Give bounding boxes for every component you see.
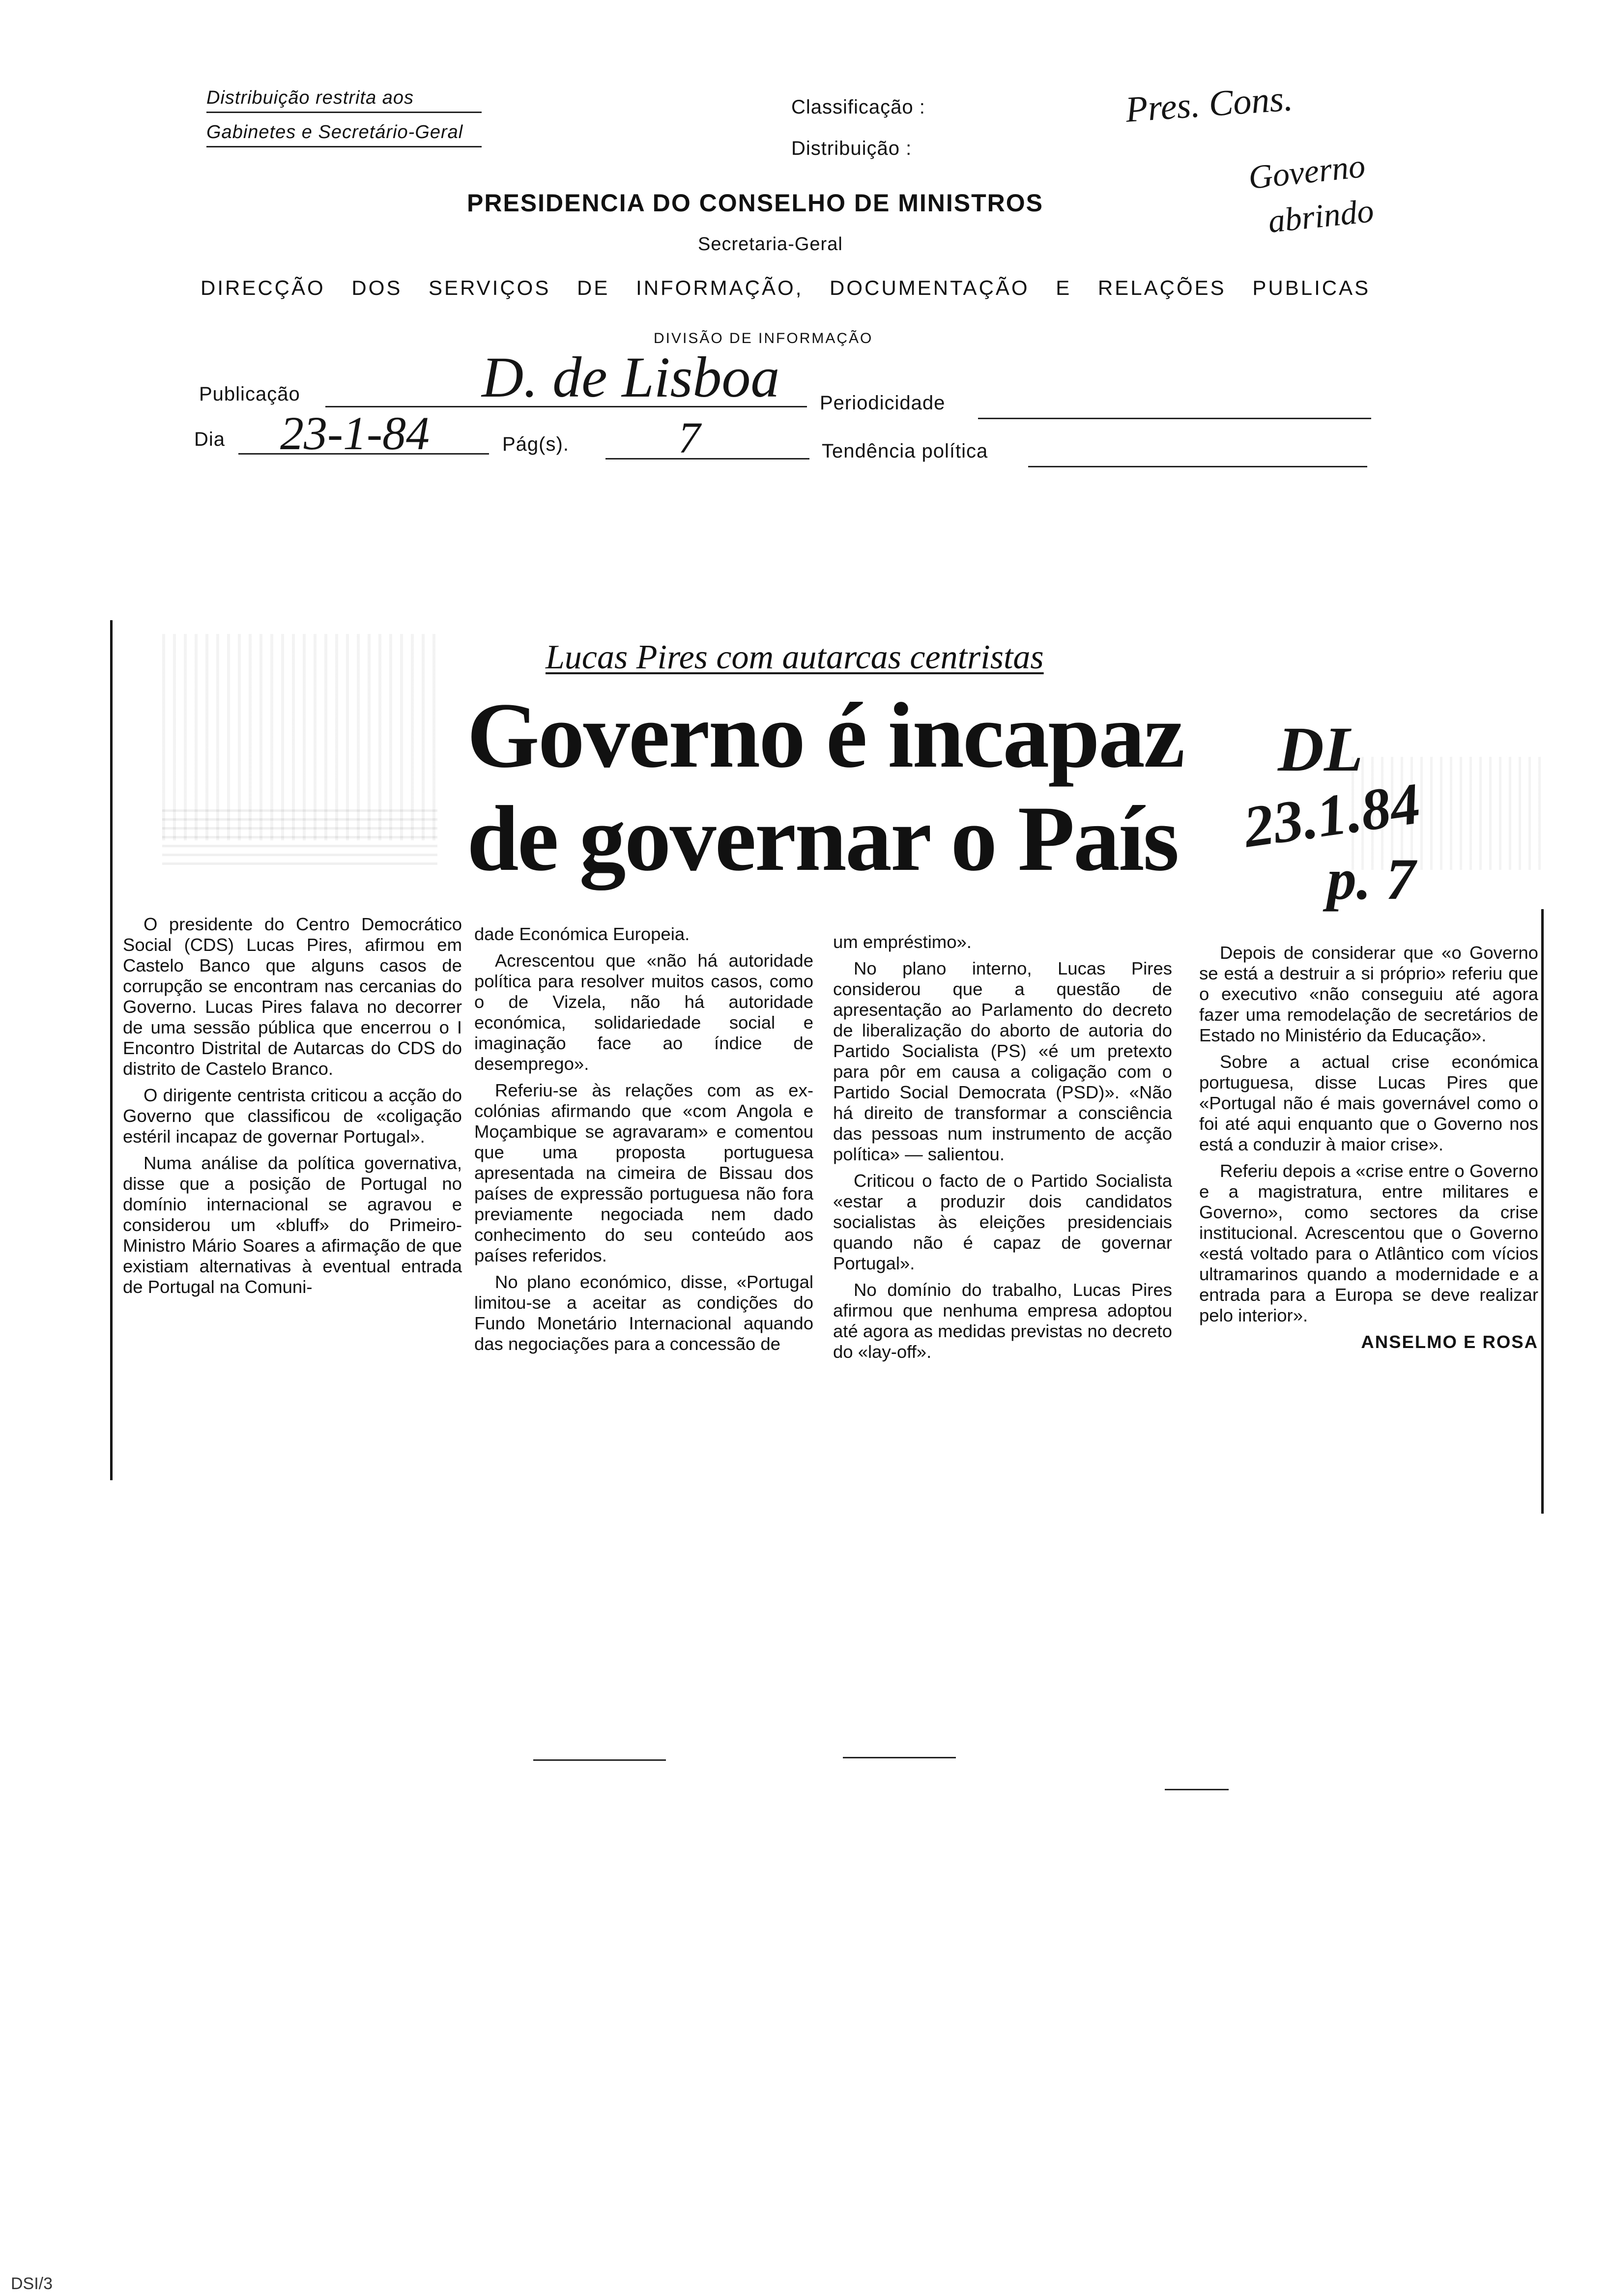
article-byline: ANSELMO E ROSA: [1361, 1332, 1538, 1352]
pages-value: 7: [678, 414, 700, 462]
kicker: Lucas Pires com autarcas centristas: [546, 638, 1044, 676]
publication-label: Publicação: [199, 383, 300, 405]
restricted-line-1: Distribuição restrita aos: [206, 87, 482, 113]
restricted-distribution-note: [206, 87, 482, 147]
stray-rule-3: [1165, 1789, 1229, 1790]
division-label: DIVISÃO DE INFORMAÇÃO: [654, 330, 873, 346]
col3-paragraph-2: No plano interno, Lucas Pires considerou que a questão de apresentação ao Parlamento do decreto de liberalização do aborto de autoria do Partido Socialista (PS) «é um pretexto para pôr em causa a coligação com o Partido Social Democrata (PSD)». «Não há direito de transformar a consciência das pessoas num instrumento de acção política» — salientou.: [833, 958, 1172, 1164]
col2-paragraph-4: No plano económico, disse, «Portugal limitou-se a aceitar as condições do Fundo Monetário Internacional aquando das negociações para a concessão de: [474, 1272, 813, 1354]
periodicity-label: Periodicidade: [820, 392, 946, 414]
day-value: 23-1-84: [280, 407, 430, 459]
article-column-3: [833, 932, 1172, 1368]
col2-paragraph-2: Acrescentou que «não há autoridade política para resolver muitos casos, como o de Vizela, não há autoridade económica, solidariedade social e imaginação face ao índice de desemprego».: [474, 950, 813, 1074]
col4-paragraph-2: Sobre a actual crise económica portuguesa, disse Lucas Pires que «Portugal não é mais governável como o foi até aqui enquanto que o Governo nos está a conduzir à maior crise».: [1199, 1052, 1538, 1154]
headline-line-2: de governar o País: [467, 787, 1178, 890]
headline-line-1: Governo é incapaz: [467, 684, 1184, 787]
pages-line: [605, 458, 809, 459]
col4-paragraph-3: Referiu depois a «crise entre o Governo e a magistratura, entre militares e Governo», como sectores da crise institucional. Acrescentou que o Governo «está voltado para o Atlântico com vícios ultramarinos quando a modernidade e a entrada para a Europa se deve realizar pelo interior».: [1199, 1161, 1538, 1325]
handwritten-note-3: abrindo: [1266, 191, 1376, 240]
classification-label: Classificação :: [791, 96, 925, 118]
doc-code: DSI/3: [11, 2274, 53, 2293]
col3-paragraph-1: um empréstimo».: [833, 932, 972, 952]
periodicity-line: [978, 418, 1371, 419]
political-tendency-label: Tendência política: [822, 440, 988, 462]
col1-paragraph-3: Numa análise da política governativa, disse que a posição de Portugal no domínio internacional se agravou e considerou um «bluff» do Primeiro-Ministro Mário Soares a afirmação de que existiam alternativas à eventual entrada de Portugal na Comuni-: [123, 1153, 462, 1297]
stray-rule-2: [843, 1757, 956, 1758]
article-column-1: [123, 914, 462, 1303]
restricted-line-2: Gabinetes e Secretário-Geral: [206, 122, 482, 147]
handwritten-note-1: Pres. Cons.: [1124, 78, 1294, 130]
col4-paragraph-1: Depois de considerar que «o Governo se está a destruir a si próprio» referiu que o executivo «não conseguiu até agora fazer uma remodelação de secretários de Estado no Ministério da Educação».: [1199, 943, 1538, 1045]
pages-label: Pág(s).: [502, 433, 569, 455]
margin-note-1: DL: [1278, 714, 1363, 785]
handwritten-note-2: Governo: [1246, 146, 1367, 197]
margin-note-3: p. 7: [1327, 846, 1415, 912]
org-title: PRESIDENCIA DO CONSELHO DE MINISTROS: [467, 189, 1044, 217]
scan-noise-left-2: [162, 806, 437, 865]
clipping-right-edge: [1541, 909, 1544, 1514]
col2-paragraph-1: dade Económica Europeia.: [474, 924, 690, 944]
col3-paragraph-3: Criticou o facto de o Partido Socialista «estar a produzir dois candidatos socialistas às eleições presidenciais quando não é capaz de governar Portugal».: [833, 1171, 1172, 1273]
day-label: Dia: [194, 429, 226, 450]
article-column-2: [474, 924, 813, 1360]
margin-note-2: 23.1.84: [1239, 770, 1424, 860]
political-tendency-line: [1028, 466, 1367, 467]
stray-rule-1: [533, 1759, 666, 1761]
publication-value: D. de Lisboa: [482, 345, 780, 409]
col1-paragraph-2: O dirigente centrista criticou a acção do Governo que classificou de «coligação estéril incapaz de governar Portugal».: [123, 1085, 462, 1147]
article-column-4: [1199, 943, 1538, 1358]
clipping-left-edge: [110, 620, 113, 1480]
col1-paragraph-1: O presidente do Centro Democrático Social (CDS) Lucas Pires, afirmou em Castelo Banco que alguns casos de corrupção se encontram nas cercanias do Governo. Lucas Pires falava no decorrer de uma sessão pública que encerrou o I Encontro Distrital de Autarcas do CDS do distrito de Castelo Branco.: [123, 914, 462, 1079]
col3-paragraph-4: No domínio do trabalho, Lucas Pires afirmou que nenhuma empresa adoptou até agora as medidas previstas no decreto do «lay-off».: [833, 1280, 1172, 1362]
col2-paragraph-3: Referiu-se às relações com as ex-colónias afirmando que «com Angola e Moçambique se agravaram» e comentou que uma proposta portuguesa apresentada na cimeira de Bissau dos países de expressão portuguesa não fora previamente negociada nem dado conhecimento do seu conteúdo aos países referidos.: [474, 1080, 813, 1265]
directorate: DIRECÇÃO DOS SERVIÇOS DE INFORMAÇÃO, DOCUMENTAÇÃO E RELAÇÕES PUBLICAS: [201, 276, 1371, 299]
distribution-label: Distribuição :: [791, 138, 912, 159]
secretariat: Secretaria-Geral: [698, 234, 843, 255]
